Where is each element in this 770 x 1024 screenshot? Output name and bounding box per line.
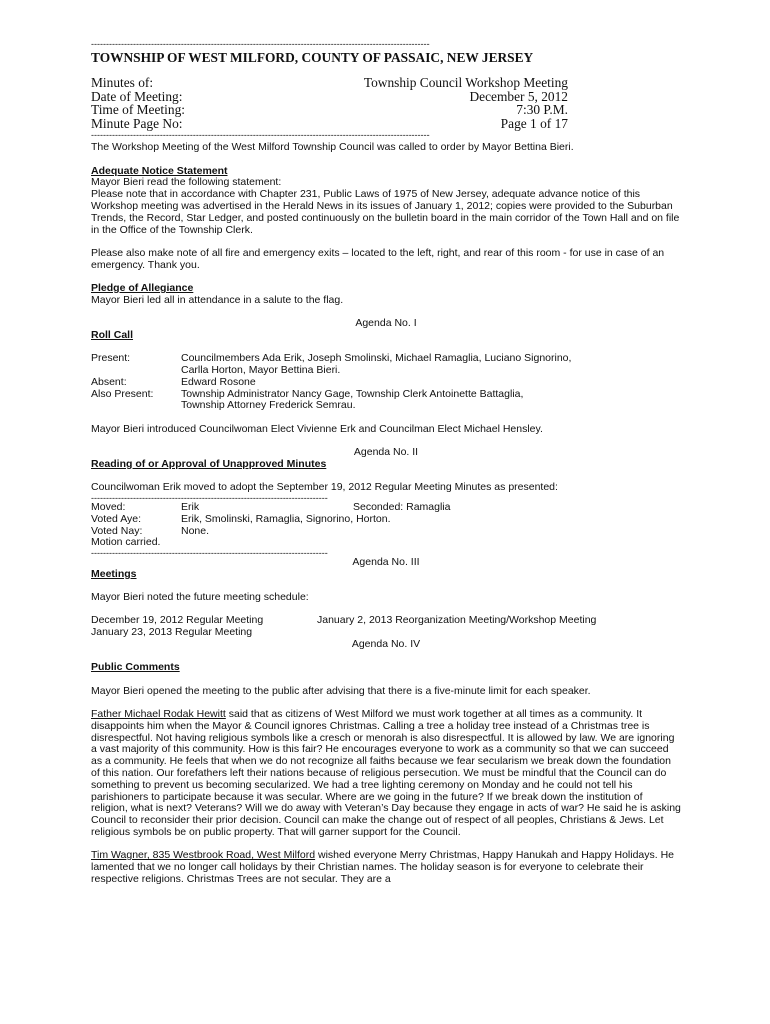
- voted-aye-label: Voted Aye:: [91, 512, 142, 525]
- motion-rule-end: -------------------------------------------------------------------------------: [91, 549, 328, 558]
- meetings-intro: Mayor Bieri noted the future meeting schedule:: [91, 591, 309, 604]
- motion-rule: -------------------------------------------------------------------------------: [91, 493, 328, 502]
- meta-row-date: [91, 90, 568, 104]
- meta-row-time: [91, 103, 568, 117]
- roll-call-value: Township Administrator Nancy Gage, Township Clerk Antoinette Battaglia,: [181, 387, 524, 400]
- roll-call-value: Edward Rosone: [181, 375, 256, 388]
- header-rule-top: -----------------------------------------------------------------------------------------------------------------: [91, 40, 430, 49]
- emergency-exits-note: Please also make note of all fire and emergency exits – located to the left, right, and rear of this room - for use in case of an emergency. Thank you.: [91, 246, 665, 271]
- meeting-item: January 2, 2013 Reorganization Meeting/Workshop Meeting: [317, 614, 597, 627]
- moved-label: Moved:: [91, 500, 126, 513]
- public-comment-2: [91, 850, 681, 885]
- public-comments-intro: Mayor Bieri opened the meeting to the public after advising that there is a five-minute limit for each speaker.: [91, 684, 591, 697]
- voted-nay-label: Voted Nay:: [91, 524, 143, 537]
- minutes-approval-heading: Reading of or Approval of Unapproved Minutes: [91, 457, 327, 470]
- agenda-number-4: Agenda No. IV: [351, 638, 421, 651]
- adequate-notice-intro: Mayor Bieri read the following statement:: [91, 176, 282, 189]
- adequate-notice-heading: Adequate Notice Statement: [91, 164, 228, 177]
- meeting-item: January 23, 2013 Regular Meeting: [91, 626, 253, 639]
- roll-call-label: Also Present:: [91, 387, 154, 400]
- roll-call-present-row: [91, 353, 681, 377]
- meta-value: Township Council Workshop Meeting: [363, 75, 568, 90]
- speaker-comment: said that as citizens of West Milford we must work together at all times as a community. It disappoints him when the Mayor & Council ignores Christmas. Calling a tree a holiday tree instead of a Christmas tree is disrespectful. Not having religious symbols like a cresch or menorah is also disrespectful. It is allowed by law. We are ignoring a vast majority of this community. How is this fair? He encourages everyone to work as a community so that we can succeed as a community. He feels that when we do not recognize all faiths because we fear secularism we break down the foundation of this nation. Our forefathers left their nations because of religious persecution. We must be mindful that the Council can do something to prevent us becoming secularized. We had a tree lighting ceremony on Monday and he could not tell his parishioners to participate because it was secular. Where are we going in the future? If we break down the institution of religion, what is next? Veterans? Will we do away with Veteran’s Day because they engage in acts of war? He said he is asking Council to reconsider their prior decision. Council can make the change out of respect of all peoples, Christians & Jews. Let religious symbols be on public property. That will garner support for the Council.: [91, 707, 681, 838]
- motion-text: Councilwoman Erik moved to adopt the September 19, 2012 Regular Meeting Minutes as presented:: [91, 481, 558, 494]
- meta-label: Date of Meeting:: [91, 88, 183, 104]
- meta-label: Time of Meeting:: [91, 102, 185, 118]
- motion-carried: Motion carried.: [91, 536, 161, 549]
- speaker-name: Tim Wagner, 835 Westbrook Road, West Milford: [91, 849, 316, 862]
- minutes-page: [91, 40, 681, 886]
- moved-value: Erik: [181, 500, 200, 513]
- roll-call-label: Present:: [91, 352, 131, 365]
- voted-aye-row: [91, 514, 681, 526]
- roll-call-label: Absent:: [91, 375, 127, 388]
- introduction-statement: Mayor Bieri introduced Councilwoman Elect Vivienne Erk and Councilman Elect Michael Hensley.: [91, 422, 543, 435]
- speaker-name: Father Michael Rodak Hewitt: [91, 707, 226, 720]
- meta-value: December 5, 2012: [469, 88, 568, 104]
- adequate-notice-body: Please note that in accordance with Chapter 231, Public Laws of 1975 of New Jersey, adequate advance notice of this Workshop meeting was advertised in the Herald News in its issues of January 1, 2012; copies were provided to the Suburban Trends, the Record, Star Ledger, and posted continuously on the bulletin board in the main corridor of the Town Hall and on file in the Office of the Township Clerk.: [91, 188, 680, 236]
- meta-row-page: [91, 117, 568, 131]
- opening-statement: The Workshop Meeting of the West Milford Township Council was called to order by Mayor Bettina Bieri.: [91, 141, 574, 154]
- voted-nay-value: None.: [181, 524, 210, 537]
- public-comment-1: [91, 709, 681, 839]
- agenda-number-3: Agenda No. III: [352, 556, 420, 569]
- roll-call-value: Councilmembers Ada Erik, Joseph Smolinski, Michael Ramaglia, Luciano Signorino,: [181, 352, 572, 365]
- document-title: TOWNSHIP OF WEST MILFORD, COUNTY OF PASSAIC, NEW JERSEY: [91, 50, 534, 65]
- pledge-body: Mayor Bieri led all in attendance in a salute to the flag.: [91, 293, 344, 306]
- roll-call-absent-row: [91, 377, 681, 389]
- seconded-value: Seconded: Ramaglia: [353, 500, 451, 513]
- pledge-heading: Pledge of Allegiance: [91, 282, 194, 295]
- voted-nay-row: [91, 526, 681, 538]
- roll-call-value: Township Attorney Frederick Semrau.: [181, 399, 356, 412]
- meta-value: 7:30 P.M.: [516, 102, 568, 118]
- voted-aye-value: Erik, Smolinski, Ramaglia, Signorino, Horton.: [181, 512, 391, 525]
- public-comments-heading: Public Comments: [91, 661, 180, 674]
- moved-row: [91, 502, 681, 514]
- meta-row-minutes-of: [91, 76, 568, 90]
- meetings-heading: Meetings: [91, 567, 137, 580]
- agenda-number-2: Agenda No. II: [353, 446, 419, 459]
- roll-call-value: Carlla Horton, Mayor Bettina Bieri.: [181, 364, 341, 377]
- meta-label: Minute Page No:: [91, 115, 183, 131]
- meta-label: Minutes of:: [91, 75, 154, 90]
- meeting-meta: [91, 76, 568, 130]
- speaker-comment: wished everyone Merry Christmas, Happy Hanukah and Happy Holidays. He lamented that we no longer call holidays by their Christian names. The holiday season is for everyone to celebrate their respective religions. Christmas Trees are not secular. They are a: [91, 849, 675, 885]
- header-rule-bottom: -----------------------------------------------------------------------------------------------------------------: [91, 131, 430, 141]
- meta-value: Page 1 of 17: [500, 115, 568, 131]
- roll-call-also-present-row: [91, 389, 681, 413]
- agenda-number-1: Agenda No. I: [355, 317, 417, 330]
- roll-call-heading: Roll Call: [91, 328, 134, 341]
- meeting-item: December 19, 2012 Regular Meeting: [91, 614, 264, 627]
